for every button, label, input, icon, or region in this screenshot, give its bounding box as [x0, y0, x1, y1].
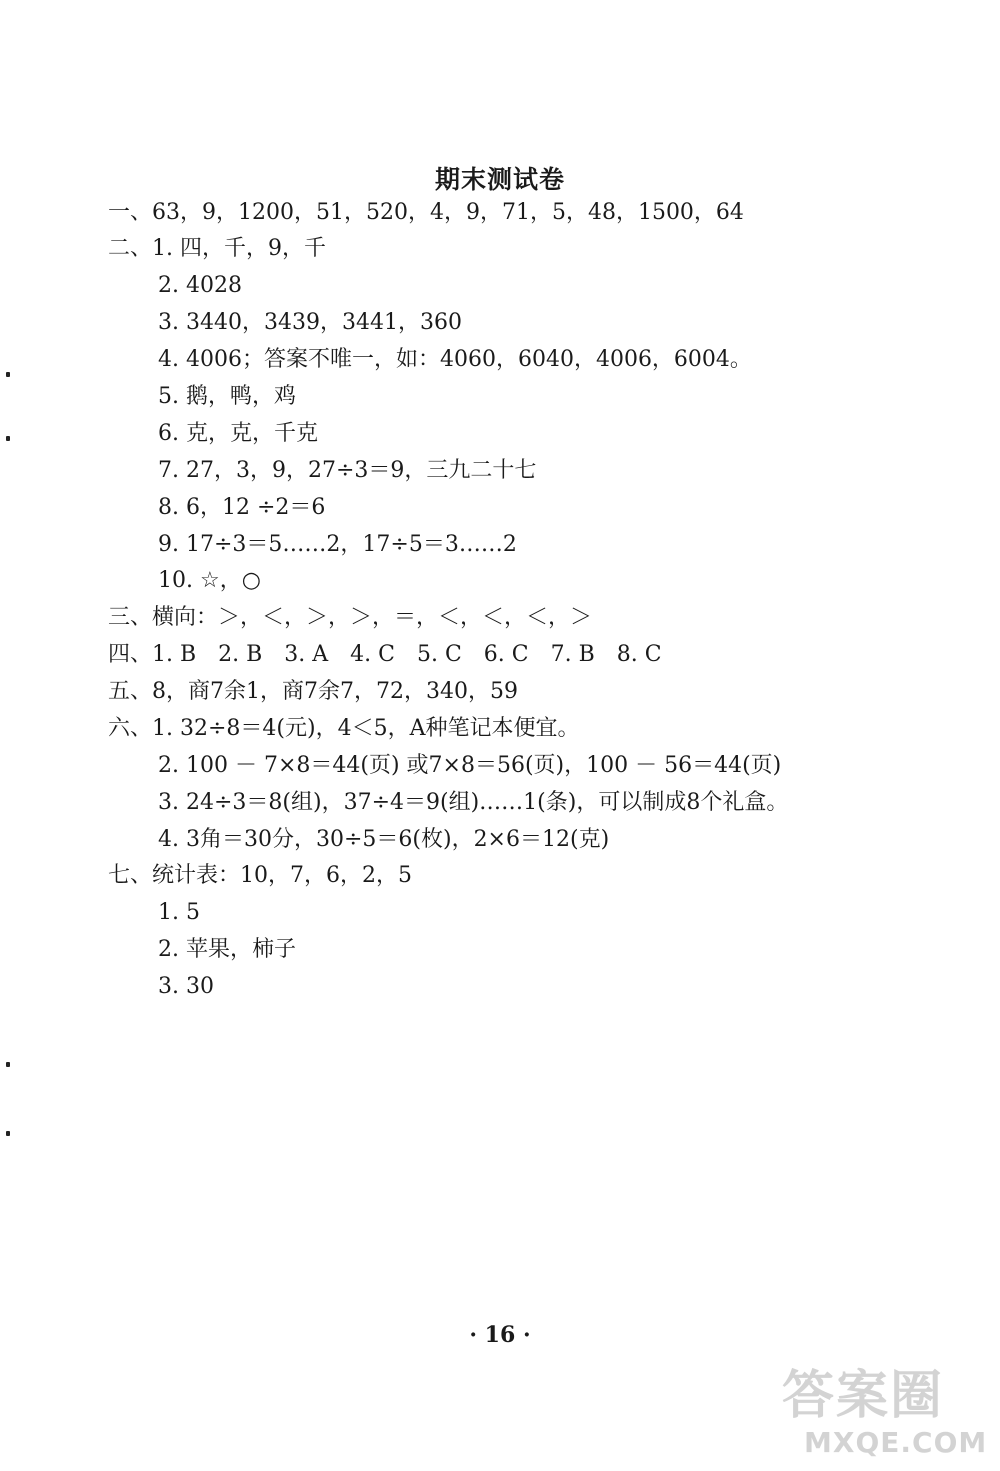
answer-line-15: 六、1. 32÷8＝4(元)，4＜5，A种笔记本便宜。	[108, 716, 580, 741]
watermark-cn-text: 答案圈	[782, 1366, 945, 1426]
binding-mark	[6, 372, 10, 377]
answer-line-18: 4. 3角＝30分，30÷5＝6(枚)，2×6＝12(克)	[158, 827, 610, 852]
answer-line-3: 2. 4028	[158, 273, 242, 298]
answer-line-16: 2. 100 － 7×8＝44(页) 或7×8＝56(页)，100 － 56＝44(页)	[158, 753, 782, 778]
answer-line-21: 2. 苹果，柿子	[158, 937, 296, 962]
answer-line-12: 三、横向：＞，＜，＞，＞，＝，＜，＜，＜，＞	[108, 605, 593, 630]
answer-line-17: 3. 24÷3＝8(组)，37÷4＝9(组)……1(条)，可以制成8个礼盒。	[158, 790, 789, 815]
answer-line-5: 4. 4006；答案不唯一，如：4060，6040，4006，6004。	[158, 347, 752, 372]
answer-line-4: 3. 3440，3439，3441，360	[158, 310, 462, 335]
answer-line-19: 七、统计表：10，7，6，2，5	[108, 863, 412, 888]
answer-line-1: 一、63，9，1200，51，520，4，9，71，5，48，1500，64	[108, 200, 744, 225]
binding-mark	[6, 1131, 10, 1136]
binding-mark	[6, 1062, 10, 1067]
watermark-logo	[782, 1353, 988, 1463]
binding-mark	[6, 436, 10, 441]
answer-line-7: 6. 克，克，千克	[158, 421, 318, 446]
page-title: 期末测试卷	[434, 165, 565, 194]
answer-line-22: 3. 30	[158, 974, 214, 999]
answer-line-8: 7. 27，3，9，27÷3＝9，三九二十七	[158, 458, 537, 483]
answer-line-10: 9. 17÷3＝5……2，17÷5＝3……2	[158, 532, 517, 557]
answer-line-11: 10. ☆，○	[158, 568, 261, 593]
answer-line-20: 1. 5	[158, 900, 200, 925]
answer-line-14: 五、8，商7余1，商7余7，72，340，59	[108, 679, 518, 704]
answer-line-13: 四、1. B 2. B 3. A 4. C 5. C 6. C 7. B 8. C	[108, 642, 662, 667]
watermark-en-text: MXQE.COM	[804, 1426, 988, 1459]
answer-line-2: 二、1. 四，千，9，千	[108, 236, 326, 261]
answer-line-9: 8. 6，12 ÷2＝6	[158, 495, 326, 520]
page-number: · 16 ·	[469, 1322, 531, 1348]
answer-line-6: 5. 鹅，鸭，鸡	[158, 384, 296, 409]
